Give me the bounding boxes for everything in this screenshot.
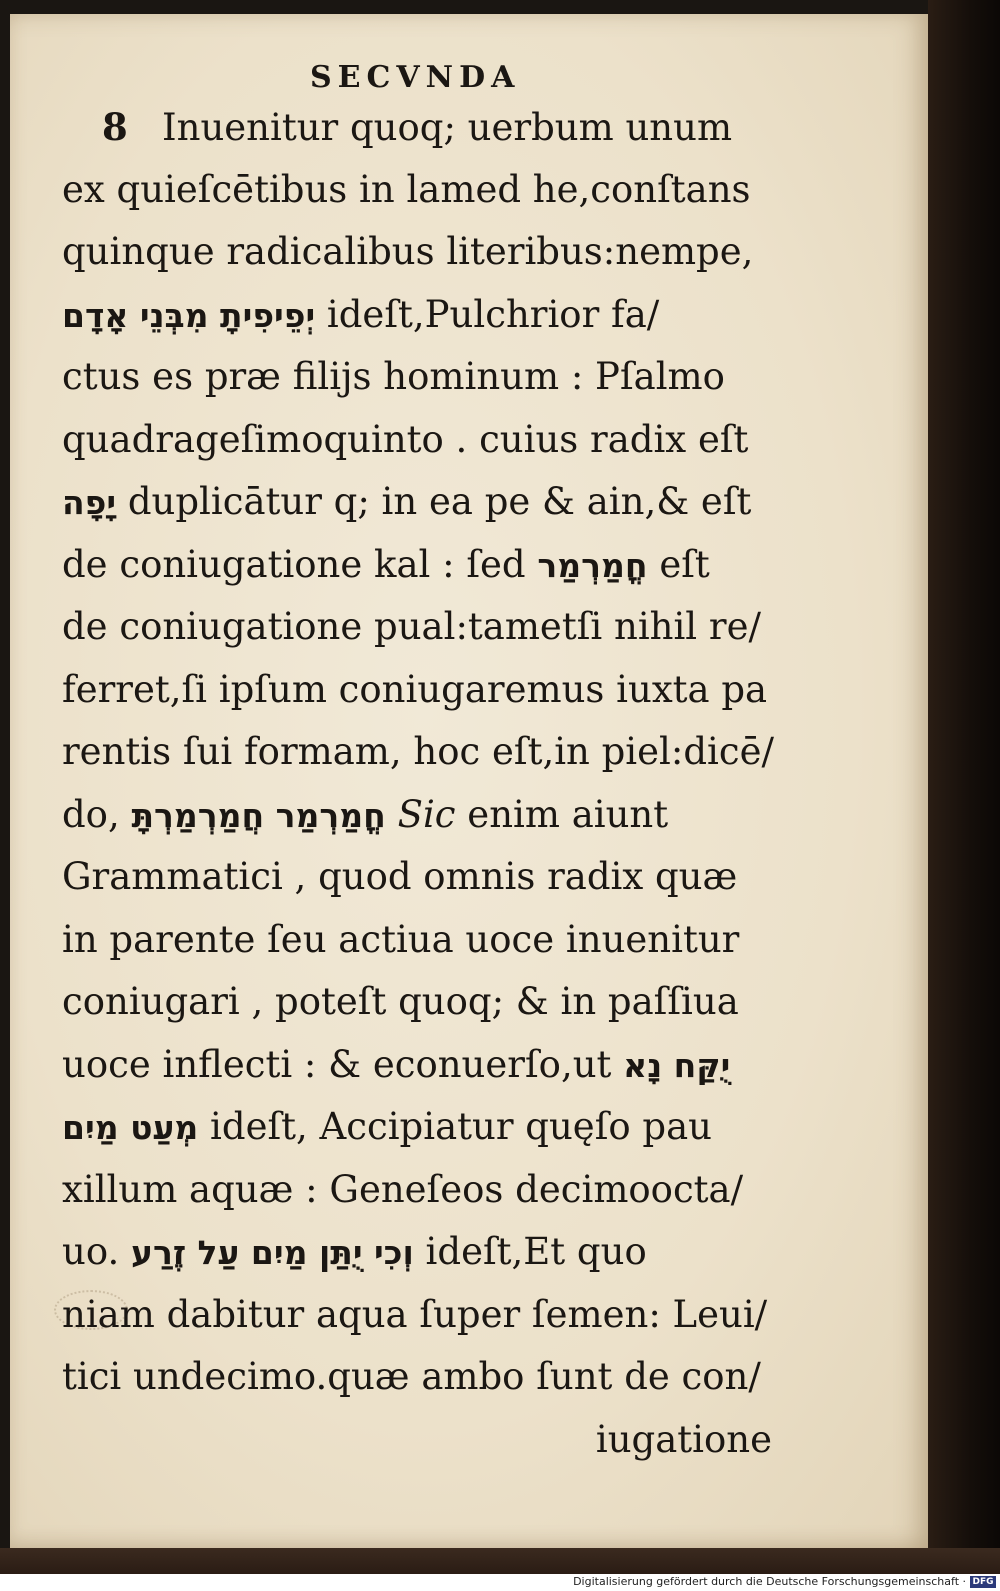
latin-text: ideſt,Pulchrior fa/ xyxy=(315,292,660,336)
latin-text: iugatione xyxy=(595,1417,772,1461)
text-line xyxy=(62,284,782,347)
text-line xyxy=(62,784,782,847)
text-line xyxy=(62,1096,782,1159)
text-line xyxy=(62,1034,782,1097)
latin-text: ctus es præ filijs hominum : Pſalmo xyxy=(62,355,725,398)
latin-text: uoce inflecti : & econuerſo,ut xyxy=(62,1042,624,1086)
latin-text: Grammatici , quod omnis radix quæ xyxy=(62,855,738,898)
text-line xyxy=(62,596,782,659)
hebrew-text: מְעַט מַיִם xyxy=(62,1108,199,1147)
latin-text: rentis ſui formam, hoc eſt,in piel:dicē/ xyxy=(62,730,774,773)
latin-text: enim aiunt xyxy=(455,792,669,836)
text-line xyxy=(62,1221,782,1284)
hebrew-text: יָפָה xyxy=(62,483,117,522)
text-line xyxy=(62,971,782,1034)
latin-text: ideſt,Et quo xyxy=(413,1230,647,1273)
text-line xyxy=(62,534,782,597)
text-line xyxy=(62,471,782,534)
section-number: 8 xyxy=(102,105,128,149)
text-line xyxy=(62,346,782,409)
latin-text: de coniugatione kal : ſed xyxy=(62,542,538,586)
latin-text: coniugari , poteſt quoq; & in paſſiua xyxy=(62,980,739,1023)
hebrew-text: חֳמַרְמַר חֲמַרְמַרְתָּ xyxy=(131,795,386,835)
latin-italic-text: Sic xyxy=(385,792,456,836)
text-line xyxy=(62,409,782,472)
latin-text: quadrageſimoquinto . cuius radix eſt xyxy=(62,417,749,461)
text-line xyxy=(62,1159,782,1222)
hebrew-text: וְכִי יֻתַּן מַיִם עַל זֶרַע xyxy=(130,1233,414,1272)
book-spine xyxy=(928,0,1000,1574)
text-line xyxy=(62,659,782,722)
hebrew-text: יְפֵיפִיתָ מִבְּנֵי אָדָם xyxy=(62,295,316,335)
text-line xyxy=(62,721,782,784)
latin-text: ideſt, Accipiatur quęſo pau xyxy=(198,1105,712,1148)
text-line xyxy=(62,1284,782,1347)
hebrew-text: יֻקַּח נָא xyxy=(623,1045,731,1085)
page-bottom-edge xyxy=(0,1548,1000,1574)
latin-text: xillum aquæ : Geneſeos decimoocta/ xyxy=(62,1167,744,1211)
running-head: SECVNDA xyxy=(310,60,521,95)
latin-text: quinque radicalibus literibus:nempe, xyxy=(62,230,754,273)
latin-text: ferret,ſi ipſum coniugaremus iuxta pa xyxy=(62,667,768,711)
text-line xyxy=(62,846,782,909)
text-line xyxy=(62,1346,782,1409)
text-block xyxy=(62,96,782,1471)
text-line xyxy=(62,96,782,159)
dfg-logo: DFG xyxy=(970,1576,996,1588)
footer-credit: Digitalisierung gefördert durch die Deutsche Forschungsgemeinschaft · xyxy=(573,1575,966,1588)
latin-text: tici undecimo.quæ ambo ſunt de con/ xyxy=(62,1355,761,1398)
latin-text: uo. xyxy=(62,1230,131,1273)
hebrew-text: חֳמַרְמַר xyxy=(537,545,648,585)
text-line xyxy=(62,221,782,284)
latin-text: in parente ſeu actiua uoce inuenitur xyxy=(62,917,740,961)
latin-text: eſt xyxy=(647,542,710,586)
latin-text: do, xyxy=(62,792,132,836)
text-line xyxy=(62,1409,782,1472)
latin-text: ex quieſcētibus in lamed he,conſtans xyxy=(62,167,751,211)
latin-text: de coniugatione pual:tametſi nihil re/ xyxy=(62,605,761,648)
text-line xyxy=(62,909,782,972)
text-line xyxy=(62,159,782,222)
latin-text: duplicātur q; in ea pe & ain,& eſt xyxy=(116,480,752,523)
latin-text: niam dabitur aqua ſuper ſemen: Leui/ xyxy=(62,1292,768,1336)
latin-text: Inuenitur quoq; uerbum unum xyxy=(162,106,733,149)
